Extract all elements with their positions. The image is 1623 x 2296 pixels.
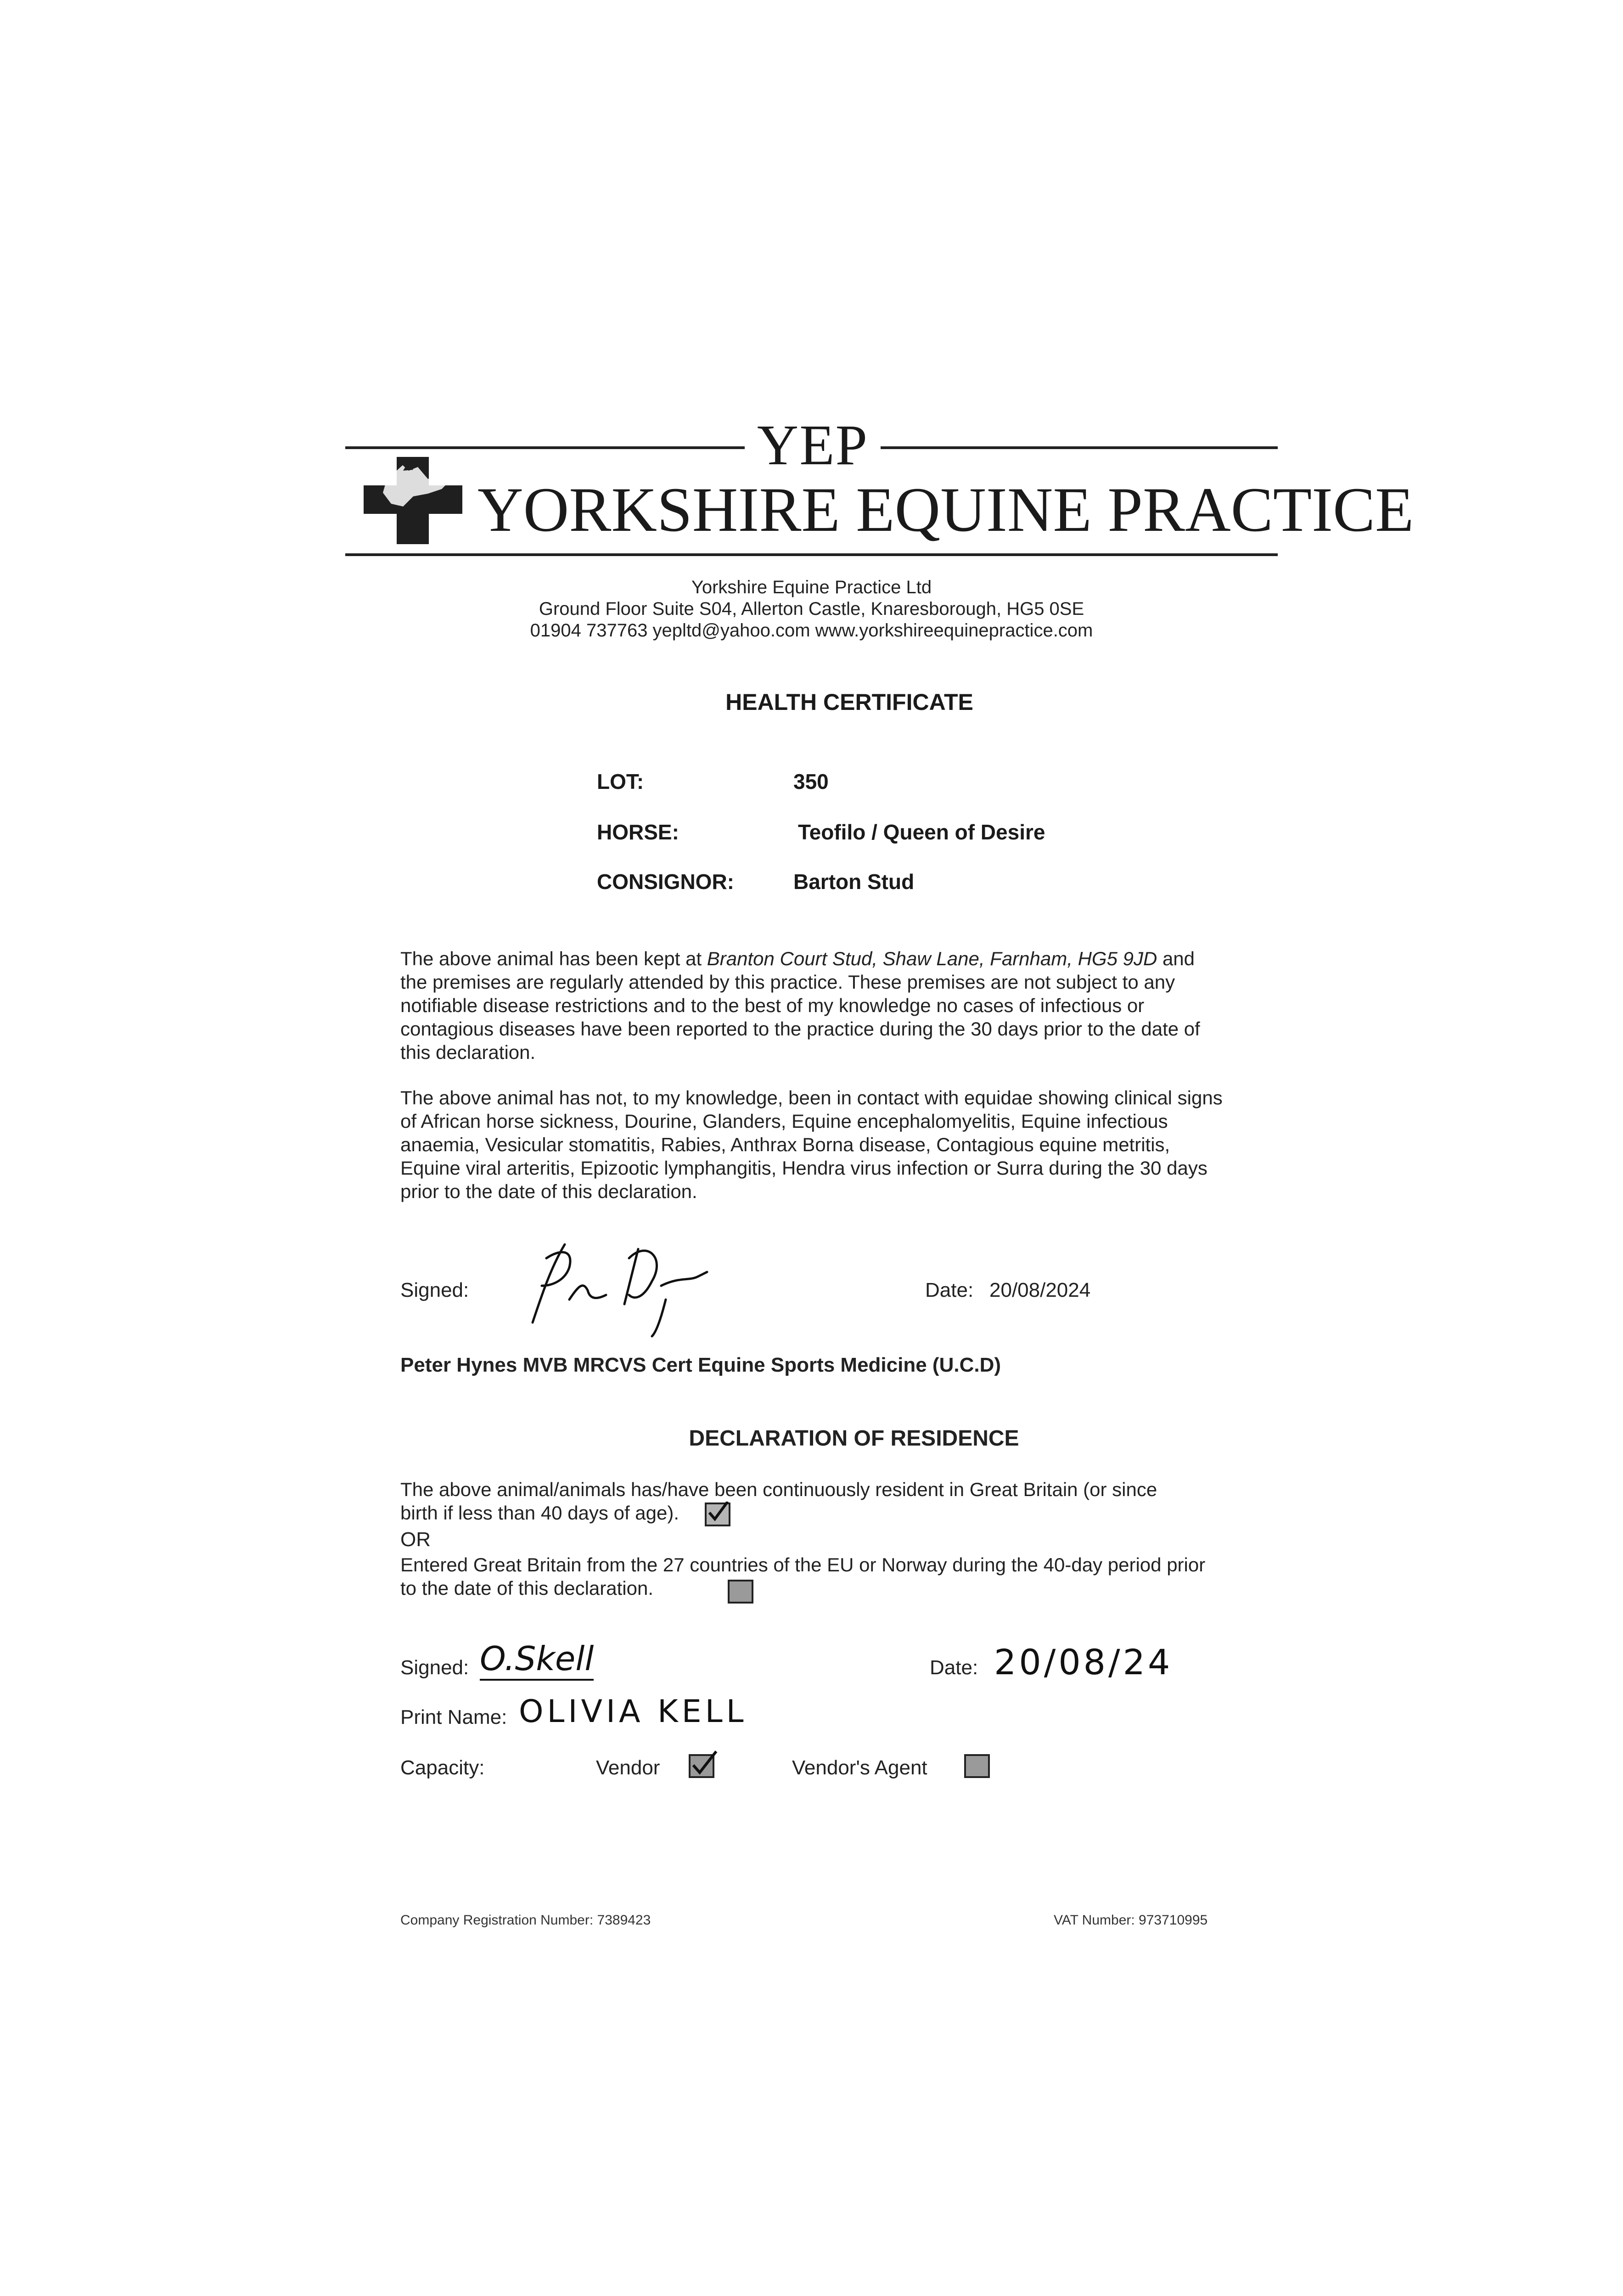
residence-option-2 [400, 1553, 1208, 1600]
lot-value: 350 [793, 770, 829, 793]
residence-option-1-checkbox[interactable] [705, 1503, 730, 1526]
practice-name: YORKSHIRE EQUINE PRACTICE [477, 474, 1414, 545]
consignor-value: Barton Stud [793, 870, 915, 894]
vet-date-value: 20/08/2024 [989, 1279, 1091, 1301]
lot-label: LOT: [597, 770, 644, 793]
vat-number: VAT Number: 973710995 [1054, 1913, 1208, 1928]
residence-option-2-checkbox[interactable] [728, 1580, 753, 1604]
vet-signature [514, 1231, 735, 1341]
vendors-agent-label: Vendor's Agent [792, 1756, 927, 1779]
capacity-label: Capacity: [400, 1756, 485, 1779]
vet-date-label: Date: [925, 1279, 974, 1301]
disease-contact-paragraph: The above animal has not, to my knowledge, been in contact with equidae showing clinical signs of African horse sickness, Dourine, Glanders, Equine encephalomyelitis, Equine infectious anaemia, Vesicular stomatitis, Rabies, Anthrax Borna disease, Contagious equine metritis, Equine viral arteritis, Epizootic lymphangitis, Hendra virus infection or Surra during the 30 days prior to the date of this declaration. [400, 1087, 1223, 1202]
owner-date-label: Date: [930, 1656, 978, 1679]
company-contact: 01904 737763 yepltd@yahoo.com www.yorkshireequinepractice.com [530, 620, 1093, 641]
vet-signed-label: Signed: [400, 1279, 469, 1301]
vendors-agent-checkbox[interactable] [964, 1754, 990, 1778]
letterhead-rule-left [345, 446, 745, 449]
vet-name: Peter Hynes MVB MRCVS Cert Equine Sports Medicine (U.C.D) [400, 1354, 1001, 1376]
letterhead-rule-bottom [345, 553, 1278, 556]
letterhead-rule-right [881, 446, 1278, 449]
premises-lead: The above animal has been kept at [400, 948, 707, 969]
company-address: Ground Floor Suite S04, Allerton Castle, Knaresborough, HG5 0SE [539, 599, 1084, 619]
consignor-label: CONSIGNOR: [597, 870, 734, 894]
owner-signed-label: Signed: [400, 1656, 469, 1679]
horse-value: Teofilo / Queen of Desire [798, 820, 1045, 844]
residence-option-1-text: The above animal/animals has/have been continuously resident in Great Britain (or since birth if less than 40 days of age). [400, 1479, 1157, 1524]
residence-option-1 [400, 1478, 1199, 1525]
premises-paragraph [400, 947, 1227, 1064]
owner-date-value: 20/08/24 [994, 1642, 1173, 1683]
residence-option-2-text: Entered Great Britain from the 27 countries of the EU or Norway during the 40-day period prior to the date of this declaration. [400, 1554, 1206, 1599]
vendor-label: Vendor [596, 1756, 660, 1779]
print-name-label: Print Name: [400, 1706, 507, 1728]
or-label: OR [400, 1528, 431, 1551]
vendor-checkbox[interactable] [689, 1754, 714, 1778]
residence-title: DECLARATION OF RESIDENCE [689, 1426, 1019, 1451]
horse-label: HORSE: [597, 820, 679, 844]
practice-short-name: YEP [757, 414, 869, 477]
company-registration-number: Company Registration Number: 7389423 [400, 1913, 651, 1928]
health-certificate-title: HEALTH CERTIFICATE [725, 689, 973, 715]
company-name: Yorkshire Equine Practice Ltd [691, 577, 932, 597]
practice-cross-logo [359, 452, 469, 549]
premises-rest: and the premises are regularly attended by this practice. These premises are not subject to any notifiable disease restrictions and to the best of my knowledge no cases of infectious or contagious diseases have been reported to the practice during the 30 days prior to the date of this declaration. [400, 948, 1200, 1063]
premises-location: Branton Court Stud, Shaw Lane, Farnham, HG5 9JD [707, 948, 1157, 969]
owner-signature: O.Skell [480, 1639, 594, 1681]
print-name-value: OLIVIA KELL [519, 1694, 747, 1730]
